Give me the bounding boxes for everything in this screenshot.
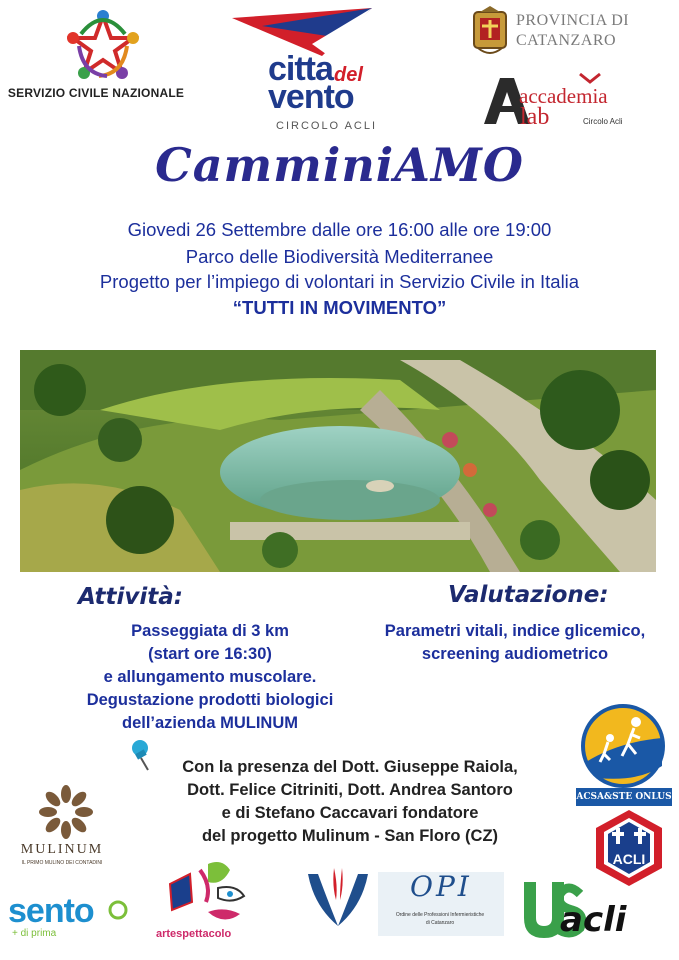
presenza-block <box>130 756 570 848</box>
attivita-line: dell’azienda MULINUM <box>121 714 298 732</box>
sento-tagline: + di prima <box>12 928 57 939</box>
valutazione-list <box>352 620 678 666</box>
presenza-line: e di Stefano Caccavari fondatore <box>221 804 479 822</box>
project-description: Progetto per l’impiego di volontari in Servizio Civile in Italia <box>99 271 580 292</box>
citta-word: citta <box>268 50 333 88</box>
provincia-label: PROVINCIA DI <box>516 12 630 29</box>
opi-logo <box>298 866 506 942</box>
opi-tagline: Ordine delle Professioni Infermieristiche <box>395 912 485 918</box>
attivita-line: (start ore 16:30) <box>148 645 272 663</box>
valutazione-heading: Valutazione: <box>448 582 609 608</box>
event-title: CamminiAMO <box>155 138 524 192</box>
attivita-line: Degustazione prodotti biologici <box>86 691 334 709</box>
attivita-list <box>40 620 380 735</box>
acsa-ste-logo <box>578 702 668 800</box>
mulinum-word: MULINUM <box>20 842 104 857</box>
presenza-line: Con la presenza del Dott. Giuseppe Raiola, <box>182 758 518 776</box>
mulinum-tagline: IL PRIMO MULINO DEI CONTADINI <box>21 860 103 866</box>
circolo-acli-label: CIRCOLO ACLI <box>276 120 378 132</box>
catanzaro-label: CATANZARO <box>516 32 617 49</box>
us-acli-word: acli <box>560 900 627 940</box>
acsa-ste-label: ACSA&STE ONLUS <box>576 788 672 806</box>
event-location: Parco delle Biodiversità Mediterranee <box>185 246 494 267</box>
opi-tagline-city: di Catanzaro <box>425 920 455 926</box>
del-word: del <box>334 64 363 86</box>
presenza-line: Dott. Felice Citriniti, Dott. Andrea Santoro <box>187 781 513 799</box>
project-name: “TUTTI IN MOVIMENTO” <box>232 297 447 318</box>
acli-text: ACLI <box>612 851 646 867</box>
presenza-line: del progetto Mulinum - San Floro (CZ) <box>201 827 499 845</box>
sento-word: sento <box>8 892 94 930</box>
vento-word: vento <box>268 78 354 116</box>
valutazione-line: screening audiometrico <box>421 645 609 663</box>
servizio-civile-label: SERVIZIO CIVILE NAZIONALE <box>7 86 185 100</box>
accademia-circolo-label: Circolo Acli <box>583 117 623 126</box>
valutazione-line: Parametri vitali, indice glicemico, <box>384 622 646 640</box>
event-date: Giovedi 26 Settembre dalle ore 16:00 alle ore 19:00 <box>127 219 552 240</box>
lab-word: lab <box>520 104 550 130</box>
artespettacolo-word: artespettacolo <box>156 928 232 940</box>
opi-word: OPI <box>410 870 472 903</box>
provincia-crest-icon <box>470 6 510 58</box>
accademia-word: accademia <box>519 84 608 108</box>
attivita-line: Passeggiata di 3 km <box>131 622 289 640</box>
park-photo <box>20 350 656 572</box>
attivita-line: e allungamento muscolare. <box>103 668 317 686</box>
attivita-heading: Attività: <box>78 584 184 610</box>
